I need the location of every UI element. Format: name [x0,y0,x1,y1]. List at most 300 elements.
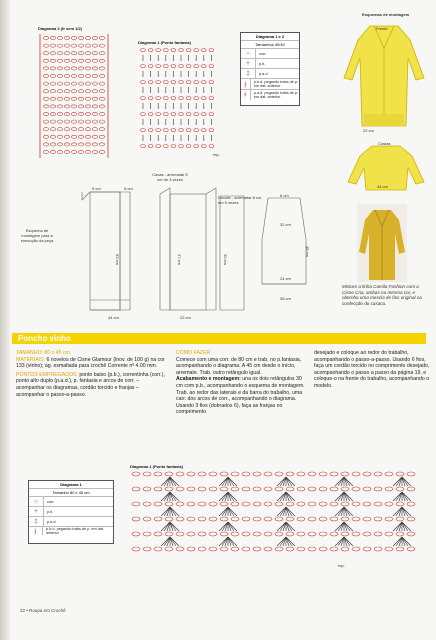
chain-stitch-mark [99,135,104,138]
chain-stitch-mark [92,44,97,47]
chain-stitch-mark [194,129,199,132]
chain-stitch-mark [143,487,151,491]
chain-stitch-mark [57,135,62,138]
chain-stitch-mark [71,150,76,153]
chain-stitch-mark [363,532,371,536]
chain-stitch-mark [407,517,415,521]
chain-stitch-mark [57,105,62,108]
chain-stitch-mark [275,517,283,521]
sc-symbol-icon: + [241,59,256,68]
chain-stitch-mark [275,502,283,506]
chain-stitch-mark [163,65,168,68]
chain-stitch-mark [385,487,393,491]
chain-stitch-mark [92,135,97,138]
legend-row: ∤ p.b.d. pegando trabs de p. em dat. anterior [241,78,299,89]
chain-stitch-mark [154,547,162,551]
chain-stitch-mark [64,67,69,70]
chain-stitch-mark [78,90,83,93]
chain-stitch-mark [179,65,184,68]
chain-stitch-mark [64,97,69,100]
chain-stitch-mark [50,105,55,108]
chain-stitch-mark [92,150,97,153]
how-paragraph: Comece com uma corr. de 80 cm e trab. no p.fantasia, acompanhando o diagrama. A 45 cm desde o início, arremate. Trab. outro retângulo igual. [176,356,302,376]
chain-stitch-mark [363,472,371,476]
chain-stitch-mark [57,36,62,39]
chain-stitch-mark [286,472,294,476]
chain-stitch-mark [319,547,327,551]
chain-stitch-mark [64,82,69,85]
chain-stitch-mark [143,502,151,506]
chain-stitch-mark [43,143,48,146]
diagram-2-title: Diagrama 2 (fr sem 1/2) [38,26,83,31]
legend-row: ‡ p.a.d. [29,516,113,526]
chain-stitch-mark [141,113,146,116]
chain-stitch-mark [308,472,316,476]
chain-stitch-mark [99,44,104,47]
chain-stitch-mark [85,128,90,131]
assembly-schematic [20,180,340,320]
chain-stitch-mark [92,59,97,62]
chain-stitch-mark [132,487,140,491]
stitch-mark [164,477,170,486]
stitch-mark [222,537,228,546]
chain-stitch-mark [92,67,97,70]
chain-stitch-mark [92,105,97,108]
bottom-rep: rep. [338,563,345,568]
section-title: Poncho vinho [18,334,71,343]
stitch-mark [402,522,408,531]
chain-stitch-mark [198,472,206,476]
chain-stitch-mark [341,532,349,536]
measure-37: 37 cm [177,254,182,265]
chain-stitch-mark [374,547,382,551]
chain-stitch-mark [154,472,162,476]
chain-stitch-mark [43,74,48,77]
chain-stitch-mark [194,145,199,148]
chain-stitch-mark [148,145,153,148]
chain-stitch-mark [85,82,90,85]
chain-stitch-mark [71,36,76,39]
chain-stitch-mark [194,97,199,100]
stitch-mark [164,507,170,516]
measure-44-back: 44 cm [377,184,388,189]
chain-stitch-mark [43,52,48,55]
chain-stitch-mark [201,65,206,68]
page-footer: 22 • Roupa em Crochê [20,608,66,613]
chain-stitch-mark [242,487,250,491]
instructions-col1 [16,350,166,398]
chain-stitch-mark [99,120,104,123]
chain-stitch-mark [264,547,272,551]
stitch-mark [338,507,344,516]
legend-bottom [28,480,114,544]
chain-stitch-mark [57,82,62,85]
chain-stitch-mark [78,120,83,123]
stitch-mark [286,477,292,486]
measure-22: 22 cm [363,128,374,133]
chain-stitch-mark [253,532,261,536]
chain-stitch-mark [201,81,206,84]
measure-32: 32 cm [280,222,291,227]
chain-stitch-mark [352,487,360,491]
chain-stitch-mark [179,113,184,116]
stitch-mark [170,507,176,516]
chain-stitch-mark [163,129,168,132]
chain-stitch-mark [374,472,382,476]
chain-stitch-mark [92,90,97,93]
chain-stitch-mark [330,472,338,476]
stitch-mark [222,477,228,486]
chain-stitch-mark [85,112,90,115]
chain-stitch-mark [341,502,349,506]
chain-stitch-mark [186,65,191,68]
chain-stitch-mark [85,97,90,100]
chain-stitch-mark [148,97,153,100]
chain-stitch-mark [132,502,140,506]
chain-stitch-mark [231,547,239,551]
stitch-mark [228,492,234,501]
stitch-mark [170,492,176,501]
chain-stitch-mark [179,129,184,132]
chain-stitch-mark [187,472,195,476]
chain-stitch-mark [99,82,104,85]
stitch-mark [280,477,286,486]
diagram-1-chart [138,46,220,156]
chain-stitch-mark [330,502,338,506]
chain-stitch-mark [154,487,162,491]
stitch-mark [280,522,286,531]
chain-stitch-mark [156,81,161,84]
chain-stitch-mark [163,113,168,116]
chain-stitch-mark [156,129,161,132]
chain-stitch-mark [319,472,327,476]
chain-stitch-mark [209,547,217,551]
measure-44-bottom: 44 cm [108,315,119,320]
legend-row: ⫲ p.a.d. pegando trabs de p. em dat. anterior [241,89,299,100]
dcbl-symbol-icon: ⫲ [241,90,251,100]
chain-stitch-mark [220,502,228,506]
chain-stitch-mark [132,532,140,536]
chain-stitch-mark [148,65,153,68]
chain-stitch-mark [71,59,76,62]
legend-bottom-subtitle: Tamanho 80 x 45 cm [29,488,113,496]
chain-stitch-mark [231,517,239,521]
chain-stitch-mark [297,532,305,536]
stitch-mark [228,537,234,546]
chain-stitch-mark [50,74,55,77]
chain-stitch-mark [253,502,261,506]
chain-stitch-mark [43,150,48,153]
chain-stitch-mark [92,74,97,77]
chain-stitch-mark [141,49,146,52]
chain-stitch-mark [179,81,184,84]
chain-stitch-mark [242,472,250,476]
chain-stitch-mark [143,532,151,536]
chain-stitch-mark [71,128,76,131]
stitch-mark [396,492,402,501]
chain-stitch-mark [341,547,349,551]
chain-stitch-mark [209,502,217,506]
legend-top [240,32,300,106]
chain-stitch-mark [50,112,55,115]
chain-stitch-mark [176,517,184,521]
chain-stitch-mark [71,105,76,108]
stitch-mark [396,507,402,516]
chain-stitch-mark [50,120,55,123]
label-frente: Frente [376,26,388,31]
chain-stitch-mark [43,67,48,70]
chain-stitch-mark [92,52,97,55]
chain-stitch-mark [50,44,55,47]
bottom-diagram-chart [130,470,426,560]
chain-stitch-mark [71,82,76,85]
chain-stitch-mark [50,36,55,39]
chain-stitch-mark [209,65,214,68]
chain-stitch-mark [209,113,214,116]
chain-stitch-mark [43,90,48,93]
chain-stitch-mark [85,59,90,62]
chain-stitch-mark [64,105,69,108]
chain-stitch-mark [396,532,404,536]
chain-stitch-mark [201,49,206,52]
stitch-mark [402,477,408,486]
chain-stitch-mark [242,502,250,506]
stitch-mark [222,492,228,501]
chain-stitch-mark [154,532,162,536]
materials-paragraph: MATERIAIS: 6 novelos de Cisne Glamour (lnov. de 100 g) na cor 133 (vinho); ag. esmaltada para crochê Corrente nº 4.00 mm. [16,356,165,370]
chain-stitch-mark [57,90,62,93]
chain-stitch-mark [198,532,206,536]
chain-stitch-mark [264,472,272,476]
chain-stitch-mark [156,97,161,100]
chain-stitch-mark [165,472,173,476]
chain-stitch-mark [64,74,69,77]
assembly-note: Esquema de montagem para a execução da peça [20,228,54,243]
chain-stitch-mark [85,143,90,146]
chain-stitch-mark [253,472,261,476]
chain-stitch-mark [141,97,146,100]
measure-9: 9 cm [92,186,101,191]
chain-stitch-mark [363,487,371,491]
chain-stitch-mark [194,65,199,68]
chain-stitch-mark [231,532,239,536]
chain-stitch-mark [330,547,338,551]
chain-stitch-mark [176,487,184,491]
stitch-mark [396,522,402,531]
chain-stitch-mark [187,547,195,551]
chain-stitch-mark [50,97,55,100]
chain-stitch-mark [187,517,195,521]
chain-stitch-mark [352,472,360,476]
chain-stitch-mark [220,472,228,476]
chain-stitch-mark [352,547,360,551]
legend-top-subtitle: Tamanhos 40/42 [241,40,299,48]
chain-stitch-mark [242,517,250,521]
measure-30: 30 cm [223,254,228,265]
chain-stitch-mark [374,502,382,506]
stitch-mark [222,522,228,531]
chain-stitch-mark [64,112,69,115]
chain-stitch-mark [286,532,294,536]
chain-stitch-mark [85,74,90,77]
legend-row: ○ corr. [29,496,113,506]
stitch-mark [286,507,292,516]
bottom-diagram-title: Diagrama 1 (Ponto fantasia) [130,464,183,469]
chain-stitch-mark [231,487,239,491]
chain-stitch-mark [143,547,151,551]
legend-row: + p.b. [29,506,113,516]
chain-stitch-mark [71,67,76,70]
chain-stitch-mark [148,129,153,132]
chain-stitch-mark [57,44,62,47]
chain-stitch-mark [154,517,162,521]
diagram-1-title: Diagrama 1 (Ponto fantasia) [138,40,191,45]
chain-stitch-mark [297,472,305,476]
chain-stitch-mark [319,502,327,506]
stitch-mark [344,492,350,501]
chain-stitch-mark [385,547,393,551]
chain-stitch-mark [57,128,62,131]
stitch-mark [338,477,344,486]
stitch-mark [170,522,176,531]
chain-stitch-mark [156,49,161,52]
chain-stitch-mark [209,49,214,52]
chain-stitch-mark [187,502,195,506]
stitch-mark [228,522,234,531]
chain-stitch-mark [99,36,104,39]
chain-stitch-mark [64,44,69,47]
chain-stitch-mark [78,135,83,138]
chain-stitch-mark [186,145,191,148]
chain-stitch-mark [165,517,173,521]
chain-stitch-mark [78,112,83,115]
stitch-mark [228,477,234,486]
chain-stitch-mark [64,120,69,123]
chain-stitch-mark [50,143,55,146]
chain-stitch-mark [71,90,76,93]
chain-stitch-mark [99,128,104,131]
chain-stitch-mark [297,547,305,551]
chain-stitch-mark [50,135,55,138]
chain-stitch-mark [396,472,404,476]
chain-stitch-mark [407,487,415,491]
chain-stitch-mark [71,74,76,77]
chain-stitch-mark [148,113,153,116]
chain-stitch-mark [264,517,272,521]
chain-stitch-mark [43,135,48,138]
chain-stitch-mark [163,97,168,100]
chain-stitch-mark [71,44,76,47]
chain-stitch-mark [78,97,83,100]
chain-stitch-mark [220,517,228,521]
chain-stitch-mark [141,129,146,132]
dc-symbol-icon: ‡ [29,517,44,526]
chain-stitch-mark [50,82,55,85]
chain-stitch-mark [209,517,217,521]
chain-stitch-mark [171,129,176,132]
chain-stitch-mark [275,532,283,536]
measure-22-bottom: 22 cm [180,315,191,320]
chain-stitch-mark [187,487,195,491]
legend-row: ○ corr. [241,48,299,58]
chain-stitch-mark [85,44,90,47]
chain-stitch-mark [176,472,184,476]
chain-stitch-mark [57,97,62,100]
chain-stitch-mark [165,502,173,506]
chain-stitch-mark [194,113,199,116]
chain-stitch-mark [43,82,48,85]
chain-stitch-mark [99,97,104,100]
chain-stitch-mark [132,472,140,476]
chain-stitch-mark [396,517,404,521]
chain-stitch-mark [179,145,184,148]
chain-stitch-mark [43,59,48,62]
photo-caption: Misture a linha Camila Fashion com a Cisne Cria, ambas na mesma cor, e obtenha uma mescla de fios original na confecção do casaco. [342,284,422,306]
measure-48: 48 cm [305,246,310,257]
chain-stitch-mark [78,82,83,85]
jacket-schema-front [340,18,430,138]
stitch-mark [164,537,170,546]
chain-stitch-mark [308,502,316,506]
chain-stitch-mark [176,547,184,551]
chain-stitch-mark [99,67,104,70]
measure-5: 5 cm [124,186,133,191]
chain-stitch-mark [407,502,415,506]
chain-stitch-mark [385,502,393,506]
stitch-mark [280,507,286,516]
stitch-mark [344,537,350,546]
chain-stitch-mark [78,52,83,55]
chain-stitch-mark [57,67,62,70]
chain-stitch-mark [99,112,104,115]
instructions-col2 [176,350,310,416]
chain-stitch-mark [141,81,146,84]
chain-stitch-mark [50,128,55,131]
chain-stitch-mark [209,487,217,491]
scbl-symbol-icon: ∤ [29,527,43,535]
chain-stitch-mark [71,135,76,138]
chain-stitch-mark [253,487,261,491]
chain-stitch-mark [209,129,214,132]
chain-stitch-mark [396,502,404,506]
chain-stitch-mark [78,105,83,108]
chain-stitch-mark [92,120,97,123]
chain-stitch-mark [50,52,55,55]
chain-stitch-mark [78,143,83,146]
chain-stitch-mark [171,65,176,68]
chain-stitch-mark [209,145,214,148]
chain-stitch-mark [330,517,338,521]
stitch-mark [286,522,292,531]
chain-stitch-mark [78,150,83,153]
chain-stitch-mark [92,97,97,100]
stitch-mark [338,492,344,501]
chain-stitch-mark [231,502,239,506]
chain-stitch-mark [330,487,338,491]
chain-stitch-mark [385,472,393,476]
chain-stitch-mark [209,472,217,476]
chain-stitch-mark [165,487,173,491]
chain-stitch-mark [286,547,294,551]
chain-stitch-mark [171,113,176,116]
stitch-mark [222,507,228,516]
stitch-mark [280,492,286,501]
chain-stitch-mark [78,44,83,47]
stitch-mark [402,492,408,501]
stitch-mark [344,477,350,486]
instructions-col3 [314,350,430,390]
chain-stitch-mark [92,128,97,131]
